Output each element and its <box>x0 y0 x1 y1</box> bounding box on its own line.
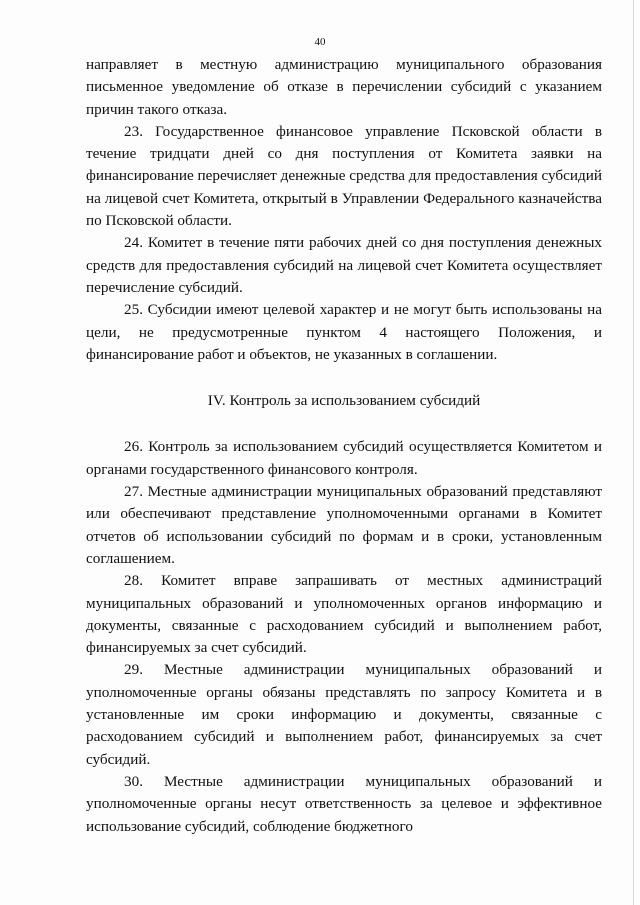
paragraph-25: 25. Субсидии имеют целевой характер и не могут быть использованы на цели, не предусмотренные пунктом 4 настоящего Положения, и финансирование работ и объектов, не указанных в соглашении. <box>86 301 602 363</box>
paragraph-30: 30. Местные администрации муниципальных образований и уполномоченные органы несут ответственность за целевое и эффективное использование субсидий, соблюдение бюджетного <box>86 772 602 835</box>
paragraph-24: 24. Комитет в течение пяти рабочих дней со дня поступления денежных средств для предоставления субсидий на лицевой счет Комитета осуществляет перечисление субсидий. <box>86 234 602 296</box>
paragraph-28: 28. Комитет вправе запрашивать от местных администраций муниципальных образований и уполномоченных органов информацию и документы, связанные с расходованием субсидий и выполнением работ, финансируемых за счет субсидий. <box>86 572 602 657</box>
paragraph-26: 26. Контроль за использованием субсидий осуществляется Комитетом и органами государственного финансового контроля. <box>86 438 602 478</box>
page-number: 40 <box>314 36 326 48</box>
paragraph-continuation: направляет в местную администрацию муниципального образования письменное уведомление об отказе в перечислении субсидий с указанием причин такого отказа. <box>86 56 602 118</box>
section-heading: IV. Контроль за использованием субсидий <box>207 392 481 410</box>
paragraph-29: 29. Местные администрации муниципальных образований и уполномоченные органы обязаны представлять по запросу Комитета и в установленные им сроки информацию и документы, связанные с расходованием субсидий и выполнением работ, финансируемых за счет субсидий. <box>86 661 602 768</box>
document-body <box>86 54 602 838</box>
scan-edge-line <box>633 0 634 905</box>
paragraph-23: 23. Государственное финансовое управление Псковской области в течение тридцати дней со дня поступления от Комитета заявки на финансирование перечисляет денежные средства для предоставления субсидий на лицевой счет Комитета, открытый в Управлении Федерального казначейства по Псковской области. <box>86 122 602 230</box>
paragraph-27: 27. Местные администрации муниципальных образований представляют или обеспечивают представление уполномоченными органами в Комитет отчетов об использовании субсидий по формам и в сроки, установленным соглашением. <box>86 483 602 567</box>
